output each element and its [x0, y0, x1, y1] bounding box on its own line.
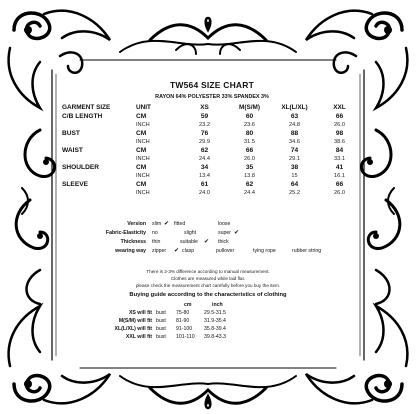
header-xl: XL(L/XL)	[281, 104, 308, 112]
property-label: Fabric-Elasticity	[105, 230, 146, 236]
cell: 24.8	[289, 122, 300, 129]
cell: 66	[335, 113, 344, 121]
cell: 13.8	[244, 173, 255, 180]
unit-inch: INCH	[136, 122, 150, 129]
guide-row	[80, 326, 310, 334]
option: thin	[152, 239, 161, 245]
unit-inch: INCH	[136, 156, 150, 163]
option: pullover	[216, 248, 235, 254]
note-line: There is 2-3% difference according to manual measurement.	[146, 269, 270, 274]
option: tying rope	[253, 248, 276, 254]
unit-inch: INCH	[136, 190, 150, 197]
check-icon: ✔	[204, 239, 210, 245]
property-label: Version	[127, 221, 146, 227]
cell: 84	[335, 147, 344, 155]
guide-row	[80, 334, 310, 342]
size-chart	[62, 80, 362, 198]
guide-label: M(S/M) will fit	[118, 318, 152, 324]
cell: 88	[290, 130, 299, 138]
cell: 64	[290, 181, 299, 189]
note-line: please check the measurement chart carefully before you buy the item.	[135, 283, 281, 288]
cell: 98	[335, 130, 344, 138]
guide-unit-cm: cm	[184, 302, 192, 308]
cell: 62	[245, 181, 254, 189]
check-icon: ✔	[174, 248, 180, 254]
guide-header	[80, 302, 310, 310]
cell: 29.9	[199, 139, 210, 146]
row-name: SHOULDER	[62, 164, 99, 172]
header-xs: XS	[200, 104, 209, 112]
cell: 34	[200, 164, 209, 172]
guide-label: XL(L/XL) will fit	[114, 326, 152, 332]
cell: 59	[200, 113, 209, 121]
buying-guide	[80, 302, 310, 342]
cell: 13.4	[199, 173, 210, 180]
property-elasticity	[98, 229, 398, 238]
cell: 41	[335, 164, 344, 172]
cell: 66	[245, 147, 254, 155]
buying-guide-title: Buying guide according to the characteristics of clothing	[129, 292, 287, 298]
table-row	[62, 156, 362, 164]
unit-cm: CM	[136, 147, 147, 155]
option: slight	[184, 230, 197, 236]
cell: 66	[335, 181, 344, 189]
option: thick	[218, 239, 229, 245]
check-icon: ✔	[234, 230, 240, 236]
table-row	[62, 122, 362, 130]
table-row	[62, 139, 362, 147]
cell: 29.1	[289, 156, 300, 163]
cell: 23.2	[199, 122, 210, 129]
cell: 24.4	[244, 190, 255, 197]
cell: 76	[200, 130, 209, 138]
cell: 60	[245, 113, 254, 121]
cell: 38	[290, 164, 299, 172]
guide-inch: 29.5-31.5	[204, 310, 226, 316]
property-label: wearing way	[115, 248, 146, 254]
cell: 63	[290, 113, 299, 121]
guide-row	[80, 318, 310, 326]
cell: 74	[290, 147, 299, 155]
guide-inch: 35.8-39.4	[204, 326, 226, 332]
guide-unit-inch: inch	[212, 302, 223, 308]
option: rubber string	[292, 248, 322, 254]
option: super	[218, 230, 231, 236]
cell: 31.5	[244, 139, 255, 146]
cell: 33.1	[334, 156, 345, 163]
cell: 24.0	[199, 190, 210, 197]
unit-cm: CM	[136, 164, 147, 172]
property-label: Thickness	[120, 239, 146, 245]
cell: 38.6	[334, 139, 345, 146]
cell: 61	[200, 181, 209, 189]
fabric-composition: RAYON 64% POLYESTER 33% SPANDEX 3%	[155, 94, 269, 100]
row-name: C/B LENGTH	[62, 113, 103, 121]
unit-cm: CM	[136, 113, 147, 121]
cell: 25.2	[289, 190, 300, 197]
guide-label: XXL will fit	[125, 334, 152, 340]
table-row	[62, 113, 362, 122]
option: suitable	[180, 239, 198, 245]
cell: 23.6	[244, 122, 255, 129]
chart-title: TW564 SIZE CHART	[170, 80, 254, 90]
cell: 26.0	[334, 190, 345, 197]
note-line: Clothes are measured while laid flat.	[170, 276, 246, 281]
guide-inch: 31.9-35.4	[204, 318, 226, 324]
guide-cm: 75-80	[176, 310, 190, 316]
option: zipper	[152, 248, 167, 254]
table-row	[62, 147, 362, 156]
guide-cm: 81-90	[176, 318, 190, 324]
unit-inch: INCH	[136, 139, 150, 146]
guide-label: XS will fit	[128, 310, 152, 316]
option: no	[152, 230, 158, 236]
property-wearing-way	[98, 247, 398, 256]
guide-cm: 91-100	[176, 326, 193, 332]
guide-part: bust	[156, 334, 166, 340]
option: clasp	[182, 248, 195, 254]
table-row	[62, 130, 362, 139]
cell: 80	[245, 130, 254, 138]
header-unit: UNIT	[136, 104, 151, 112]
cell: 35	[245, 164, 254, 172]
unit-cm: CM	[136, 130, 147, 138]
measurement-notes	[92, 268, 324, 289]
table-header-row	[62, 104, 362, 113]
guide-inch: 39.8-43.3	[204, 334, 226, 340]
header-xxl: XXL	[333, 104, 346, 112]
header-m: M(S/M)	[239, 104, 260, 112]
row-name: BUST	[62, 130, 80, 138]
guide-row	[80, 310, 310, 318]
guide-cm: 101-110	[176, 334, 195, 340]
guide-part: bust	[156, 326, 166, 332]
table-row	[62, 164, 362, 173]
cell: 15	[291, 173, 298, 180]
cell: 26.0	[334, 122, 345, 129]
cell: 24.4	[199, 156, 210, 163]
table-row	[62, 190, 362, 198]
cell: 34.6	[289, 139, 300, 146]
property-version	[98, 220, 398, 229]
size-table	[62, 104, 362, 198]
table-row	[62, 181, 362, 190]
unit-inch: INCH	[136, 173, 150, 180]
property-thickness	[98, 238, 398, 247]
cell: 26.0	[244, 156, 255, 163]
row-name: SLEEVE	[62, 181, 89, 189]
option: fitted	[174, 221, 186, 227]
cell: 16.1	[334, 173, 345, 180]
garment-properties	[98, 220, 398, 256]
guide-part: bust	[156, 310, 166, 316]
row-name: WAIST	[62, 147, 83, 155]
option: loose	[218, 221, 231, 227]
option: slim	[152, 221, 162, 227]
check-icon: ✔	[164, 221, 170, 227]
guide-part: bust	[156, 318, 166, 324]
header-garment-size: GARMENT SIZE	[62, 104, 111, 112]
cell: 62	[200, 147, 209, 155]
table-row	[62, 173, 362, 181]
unit-cm: CM	[136, 181, 147, 189]
